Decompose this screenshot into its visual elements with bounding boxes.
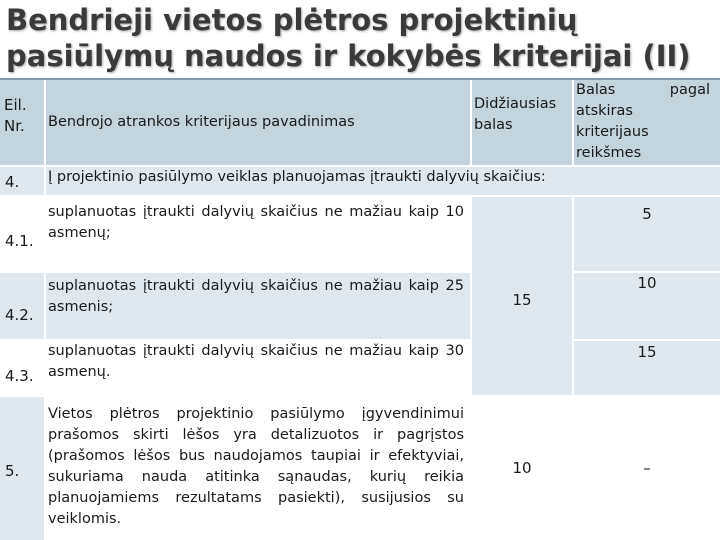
header-nr-line2: Nr. bbox=[4, 117, 25, 135]
group4-max-cell bbox=[472, 197, 572, 395]
row5-text: Vietos plėtros projektinio pasiūlymo įgyvendinimui prašomos skirti lėšos yra detalizuotos ir pagrįstos (prašomos lėšos bus naudojamos taupiai ir efektyviai, sukuriama nauda atitinka sąnaudas, kurių reikia planuojamiems rezultatams pasiekti), susijusios su veiklomis. bbox=[48, 406, 464, 527]
row5-score-cell bbox=[574, 397, 720, 540]
header-score-line2: atskiras bbox=[576, 103, 633, 119]
row41-nr-cell bbox=[0, 197, 44, 271]
row4-text-cell bbox=[46, 167, 720, 195]
row41-text-cell bbox=[46, 197, 470, 271]
header-score-line4: reikšmes bbox=[576, 145, 642, 161]
row41-score: 5 bbox=[642, 205, 652, 223]
row41-nr: 4.1. bbox=[5, 232, 34, 250]
row4-nr-cell bbox=[0, 167, 44, 195]
row43-text: suplanuotas įtraukti dalyvių skaičius ne mažiau kaip 30 asmenų. bbox=[48, 343, 464, 380]
header-score-line1a: Balas bbox=[576, 82, 616, 98]
row41-score-cell bbox=[574, 197, 720, 271]
criteria-table bbox=[0, 80, 720, 540]
row43-nr-cell bbox=[0, 341, 44, 395]
row5-max: 10 bbox=[512, 459, 532, 477]
row4-nr: 4. bbox=[5, 173, 20, 191]
header-score-line3: kriterijaus bbox=[576, 124, 649, 140]
row43-nr: 4.3. bbox=[5, 367, 34, 385]
row42-score-cell bbox=[574, 273, 720, 339]
header-score-line1b: pagal bbox=[669, 82, 710, 98]
row42-score: 10 bbox=[637, 274, 657, 292]
header-name-cell bbox=[46, 80, 470, 165]
header-nr-cell bbox=[0, 80, 44, 165]
row43-score-cell bbox=[574, 341, 720, 395]
row5-nr: 5. bbox=[5, 462, 20, 480]
row42-nr: 4.2. bbox=[5, 306, 34, 324]
row41-text: suplanuotas įtraukti dalyvių skaičius ne mažiau kaip 10 asmenų; bbox=[48, 204, 464, 241]
row5-text-cell bbox=[46, 397, 470, 540]
header-max-line1: Didžiausias bbox=[474, 96, 557, 112]
row42-nr-cell bbox=[0, 273, 44, 339]
row5-score: – bbox=[643, 459, 651, 477]
header-max-line2: balas bbox=[474, 117, 513, 133]
page-title: Bendrieji vietos plėtros projektinių pasiūlymų naudos ir kokybės kriterijai (II) bbox=[6, 3, 691, 73]
header-name: Bendrojo atrankos kriterijaus pavadinimas bbox=[48, 114, 355, 130]
group4-max: 15 bbox=[512, 291, 532, 309]
row43-text-cell bbox=[46, 341, 470, 395]
row43-score: 15 bbox=[637, 343, 657, 361]
row42-text: suplanuotas įtraukti dalyvių skaičius ne mažiau kaip 25 asmenis; bbox=[48, 278, 464, 315]
header-nr-line1: Eil. bbox=[4, 96, 27, 114]
row5-max-cell bbox=[472, 397, 572, 540]
row5-nr-cell bbox=[0, 397, 44, 540]
row42-text-cell bbox=[46, 273, 470, 339]
row4-text: Į projektinio pasiūlymo veiklas planuojamas įtraukti dalyvių skaičius: bbox=[48, 169, 546, 185]
header-max-cell bbox=[472, 80, 572, 165]
header-score-cell bbox=[574, 80, 720, 165]
